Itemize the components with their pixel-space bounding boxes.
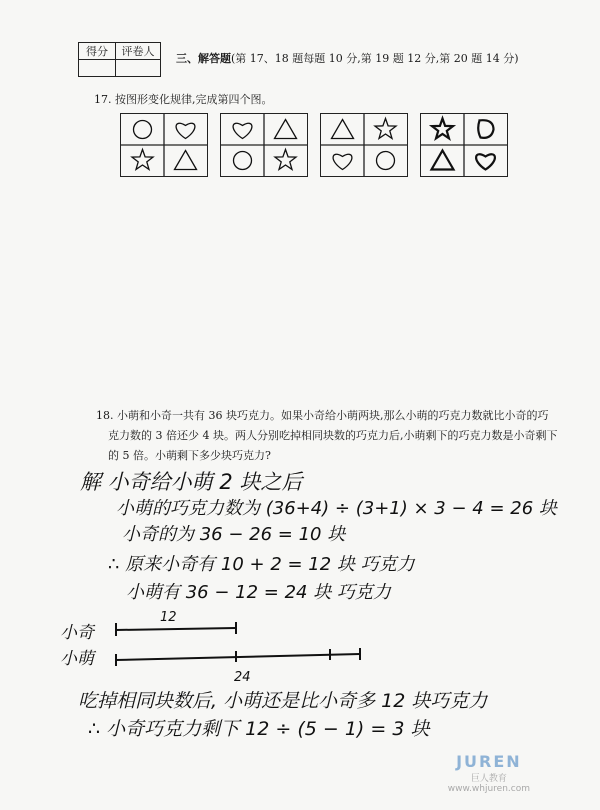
segment-diagram [110, 620, 370, 670]
triangle-icon [175, 151, 197, 170]
grader-header: 评卷人 [116, 43, 161, 60]
answer-line-5: 小萌有 36 − 12 = 24 块 巧克力 [126, 582, 391, 603]
answer-line-6: 吃掉相同块数后, 小萌还是比小奇多 12 块巧克力 [78, 690, 488, 712]
answer-line-3: 小奇的为 36 − 26 = 10 块 [122, 524, 346, 545]
shape-panel-3 [320, 113, 408, 177]
juren-brand: JUREN [456, 752, 522, 771]
heart-icon [333, 154, 352, 169]
question-18-line-1: 18. 小萌和小奇一共有 36 块巧克力。如果小奇给小萌两块,那么小萌的巧克力数就比小奇的巧 [96, 409, 549, 422]
circle-icon [234, 152, 252, 170]
question-18-line-3: 的 5 倍。小萌剩下多少块巧克力? [108, 449, 271, 462]
section-header [176, 50, 519, 66]
circle-icon [478, 120, 493, 138]
answer-line-1: 解 小奇给小萌 2 块之后 [80, 470, 303, 494]
heart-icon [233, 123, 252, 138]
question-18-line-2: 克力数的 3 倍还少 4 块。两人分别吃掉相同块数的巧克力后,小萌剩下的巧克力数是小奇剩下 [108, 429, 558, 442]
star-icon [432, 119, 453, 139]
star-icon [132, 150, 153, 170]
diagram-value-xiaomeng: 24 [234, 670, 251, 685]
section-note: (第 17、18 题每题 10 分,第 19 题 12 分,第 20 题 14 分) [231, 52, 519, 65]
question-17-text: 17. 按图形变化规律,完成第四个图。 [94, 93, 273, 106]
diagram-label-xiaoqi: 小奇 [60, 623, 94, 643]
diagram-value-xiaoqi: 12 [160, 610, 177, 625]
heart-icon [476, 154, 495, 169]
answer-line-2: 小萌的巧克力数为 (36+4) ÷ (3+1) × 3 − 4 = 26 块 [116, 498, 557, 519]
star-icon [375, 119, 396, 139]
xiaomeng-bar [116, 654, 360, 660]
triangle-icon [432, 151, 454, 170]
section-title: 三、解答题 [176, 52, 231, 65]
shape-panel-1 [120, 113, 208, 177]
diagram-label-xiaomeng: 小萌 [60, 649, 94, 669]
triangle-icon [332, 120, 354, 139]
shape-panel-4 [420, 113, 508, 177]
shape-panel-2 [220, 113, 308, 177]
triangle-icon [275, 120, 297, 139]
star-icon [275, 150, 296, 170]
circle-icon [134, 121, 152, 139]
score-cell [79, 60, 116, 77]
xiaoqi-bar [116, 628, 236, 630]
circle-icon [377, 152, 395, 170]
answer-line-7: ∴ 小奇巧克力剩下 12 ÷ (5 − 1) = 3 块 [88, 718, 430, 740]
grader-cell [116, 60, 161, 77]
juren-watermark [448, 752, 530, 794]
heart-icon [176, 123, 195, 138]
score-table [78, 42, 161, 77]
score-header: 得分 [79, 43, 116, 60]
answer-line-4: ∴ 原来小奇有 10 + 2 = 12 块 巧克力 [108, 554, 415, 575]
juren-cn: 巨人教育 [470, 774, 507, 784]
juren-url: www.whjuren.com [447, 784, 530, 794]
